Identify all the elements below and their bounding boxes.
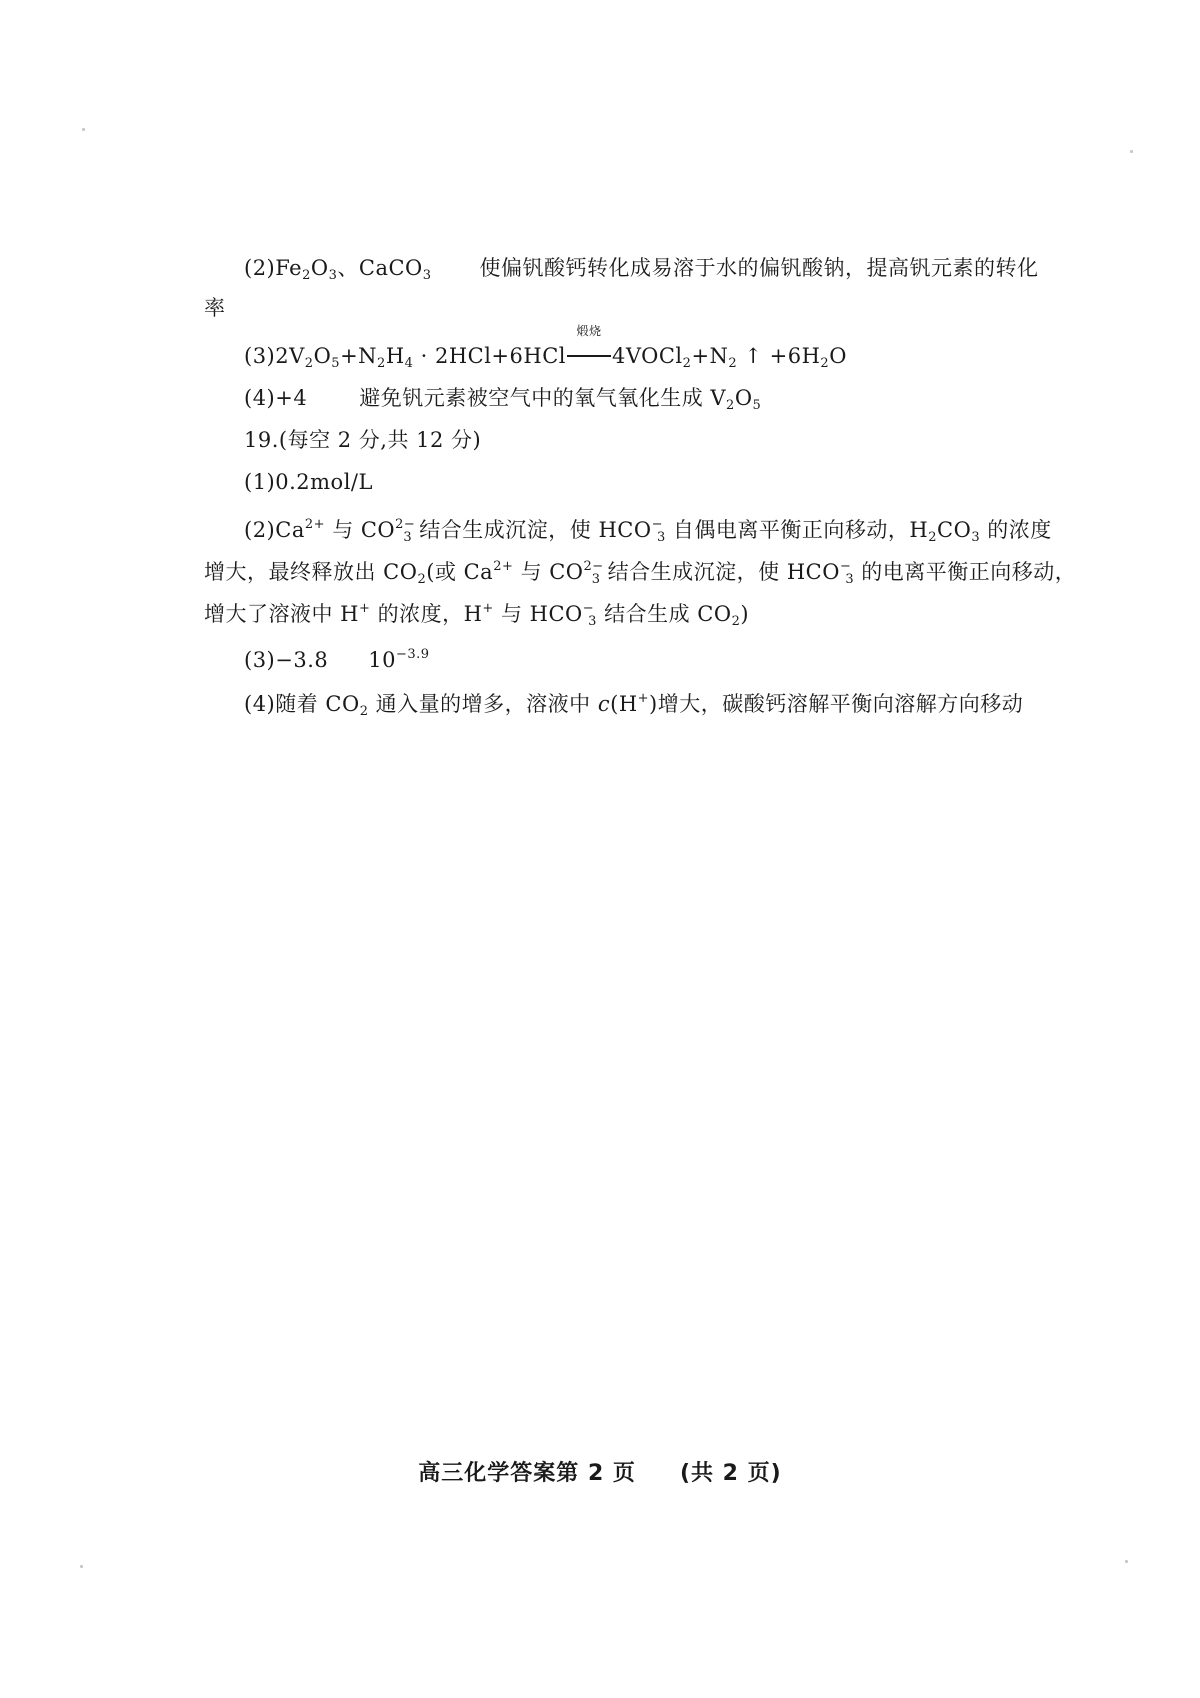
q19-part-3: (3)−3.8 $10^{-3.9}$ [244,647,430,672]
q19-part-2-line-2: 增大，最终释放出 $CO_2$(或 $Ca^{2+}$ 与 $CO^{2-}_3$ 结合生成沉淀，使 $HCO^-_3$ 的电离平衡正向移动， [204,559,1077,587]
scan-speck [1130,150,1133,153]
answer-3-equation: $(3)2V_2O_5+N_2H_4 \cdot 2HCl+6HCl$ 煅烧 $4VOCl_2+N_2$ ↑ $+6H_2O$ [244,324,847,371]
reaction-condition: 煅烧 [567,342,611,370]
scan-speck [82,128,85,131]
scan-speck [1125,1560,1128,1563]
answer-4-value: (4)+4 [244,386,308,410]
q19-part-2-line-1: $(2)Ca^{2+}$ 与 $CO^{2-}_3$ 结合生成沉淀，使 $HCO^-_3$ 自偶电离平衡正向移动，$H_2CO_3$ 的浓度 [244,517,1052,545]
q19-part-4: (4)随着 $CO_2$ 通入量的增多，溶液中 c(H+)增大，碳酸钙溶解平衡向溶解方向移动 [244,691,1024,719]
page-number-label: 高三化学答案第 2 页 [418,1461,636,1486]
scan-speck [80,1565,83,1568]
reaction-arrow-bar [567,355,611,357]
answer-2-formula: $(2)Fe_2O_3$、CaCO$_3$ [244,256,432,283]
answer-2-explanation: 使偏钒酸钙转化成易溶于水的偏钒酸钠，提高钒元素的转化 [479,256,1039,280]
question-19-header: 19.(每空 2 分,共 12 分) [244,428,482,452]
answer-2-line-1 [244,254,1039,282]
answer-2-line-2: 率 [204,296,226,320]
q19-part-2-line-3: 增大了溶液中 H+ 的浓度，H+ 与 $HCO^-_3$ 结合生成 $CO_2$) [204,601,750,629]
q19-part-1: (1)0.2mol/L [244,470,373,494]
total-pages-label: (共 2 页) [679,1461,782,1486]
page-footer [0,1456,1200,1487]
answer-4-line: (4)+4 避免钒元素被空气中的氧气氧化生成 $V_2O_5$ [244,386,762,413]
